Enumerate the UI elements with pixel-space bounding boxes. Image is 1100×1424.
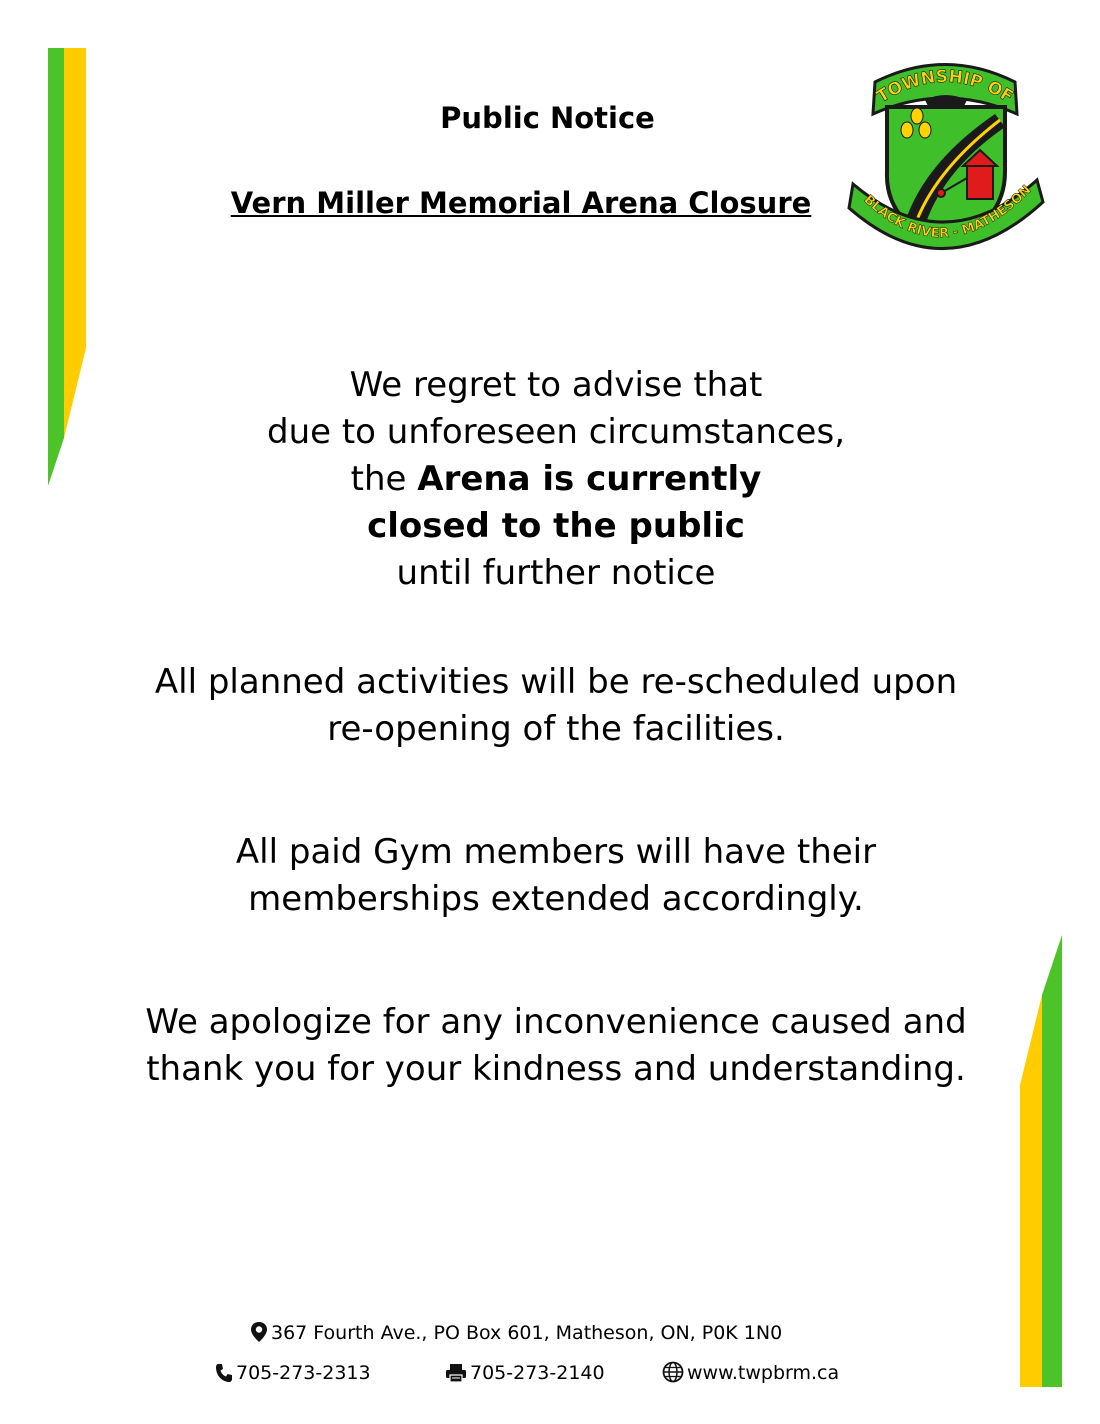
phone-text: 705-273-2313	[236, 1362, 371, 1384]
logo-bottom-text: BLACK RIVER - MATHESON	[860, 182, 1035, 242]
closure-line-4: closed to the public	[367, 506, 745, 546]
footer-fax	[445, 1360, 605, 1386]
globe-icon	[662, 1361, 684, 1383]
notice-title: Public Notice	[440, 101, 655, 135]
right-stripe-decoration	[1020, 935, 1064, 1387]
closure-paragraph	[100, 362, 1012, 597]
gym-line-2: memberships extended accordingly.	[248, 879, 864, 919]
apology-line-1: We apologize for any inconvenience caused and	[145, 1002, 967, 1042]
address-text: 367 Fourth Ave., PO Box 601, Matheson, ON, P0K 1N0	[271, 1322, 783, 1344]
logo-top-text: TOWNSHIP OF	[873, 66, 1017, 108]
fax-icon	[445, 1363, 467, 1383]
gym-line-1: All paid Gym members will have their	[235, 832, 877, 872]
phone-icon	[215, 1363, 233, 1383]
closure-line-3	[100, 456, 1012, 503]
closure-line-3-prefix: the	[350, 459, 418, 499]
footer-website	[662, 1360, 839, 1386]
gym-paragraph	[100, 829, 1012, 923]
closure-line-2: due to unforeseen circumstances,	[266, 412, 846, 452]
location-pin-icon	[250, 1321, 268, 1343]
notice-subtitle: Vern Miller Memorial Arena Closure	[230, 186, 812, 220]
activities-line-1: All planned activities will be re-scheduled upon	[154, 662, 958, 702]
township-crest-logo	[845, 52, 1045, 252]
footer-phone	[215, 1360, 371, 1386]
closure-line-3-bold: Arena is currently	[417, 459, 762, 499]
closure-line-1: We regret to advise that	[349, 365, 763, 405]
website-link[interactable]: www.twpbrm.ca	[687, 1362, 840, 1384]
left-stripe-decoration	[48, 48, 88, 488]
activities-line-2: re-opening of the facilities.	[327, 709, 785, 749]
footer-address	[250, 1320, 782, 1346]
fax-text: 705-273-2140	[470, 1362, 605, 1384]
apology-line-2: thank you for your kindness and understanding.	[146, 1049, 966, 1089]
apology-paragraph	[100, 999, 1012, 1093]
activities-paragraph	[100, 659, 1012, 753]
closure-line-5: until further notice	[396, 553, 716, 593]
